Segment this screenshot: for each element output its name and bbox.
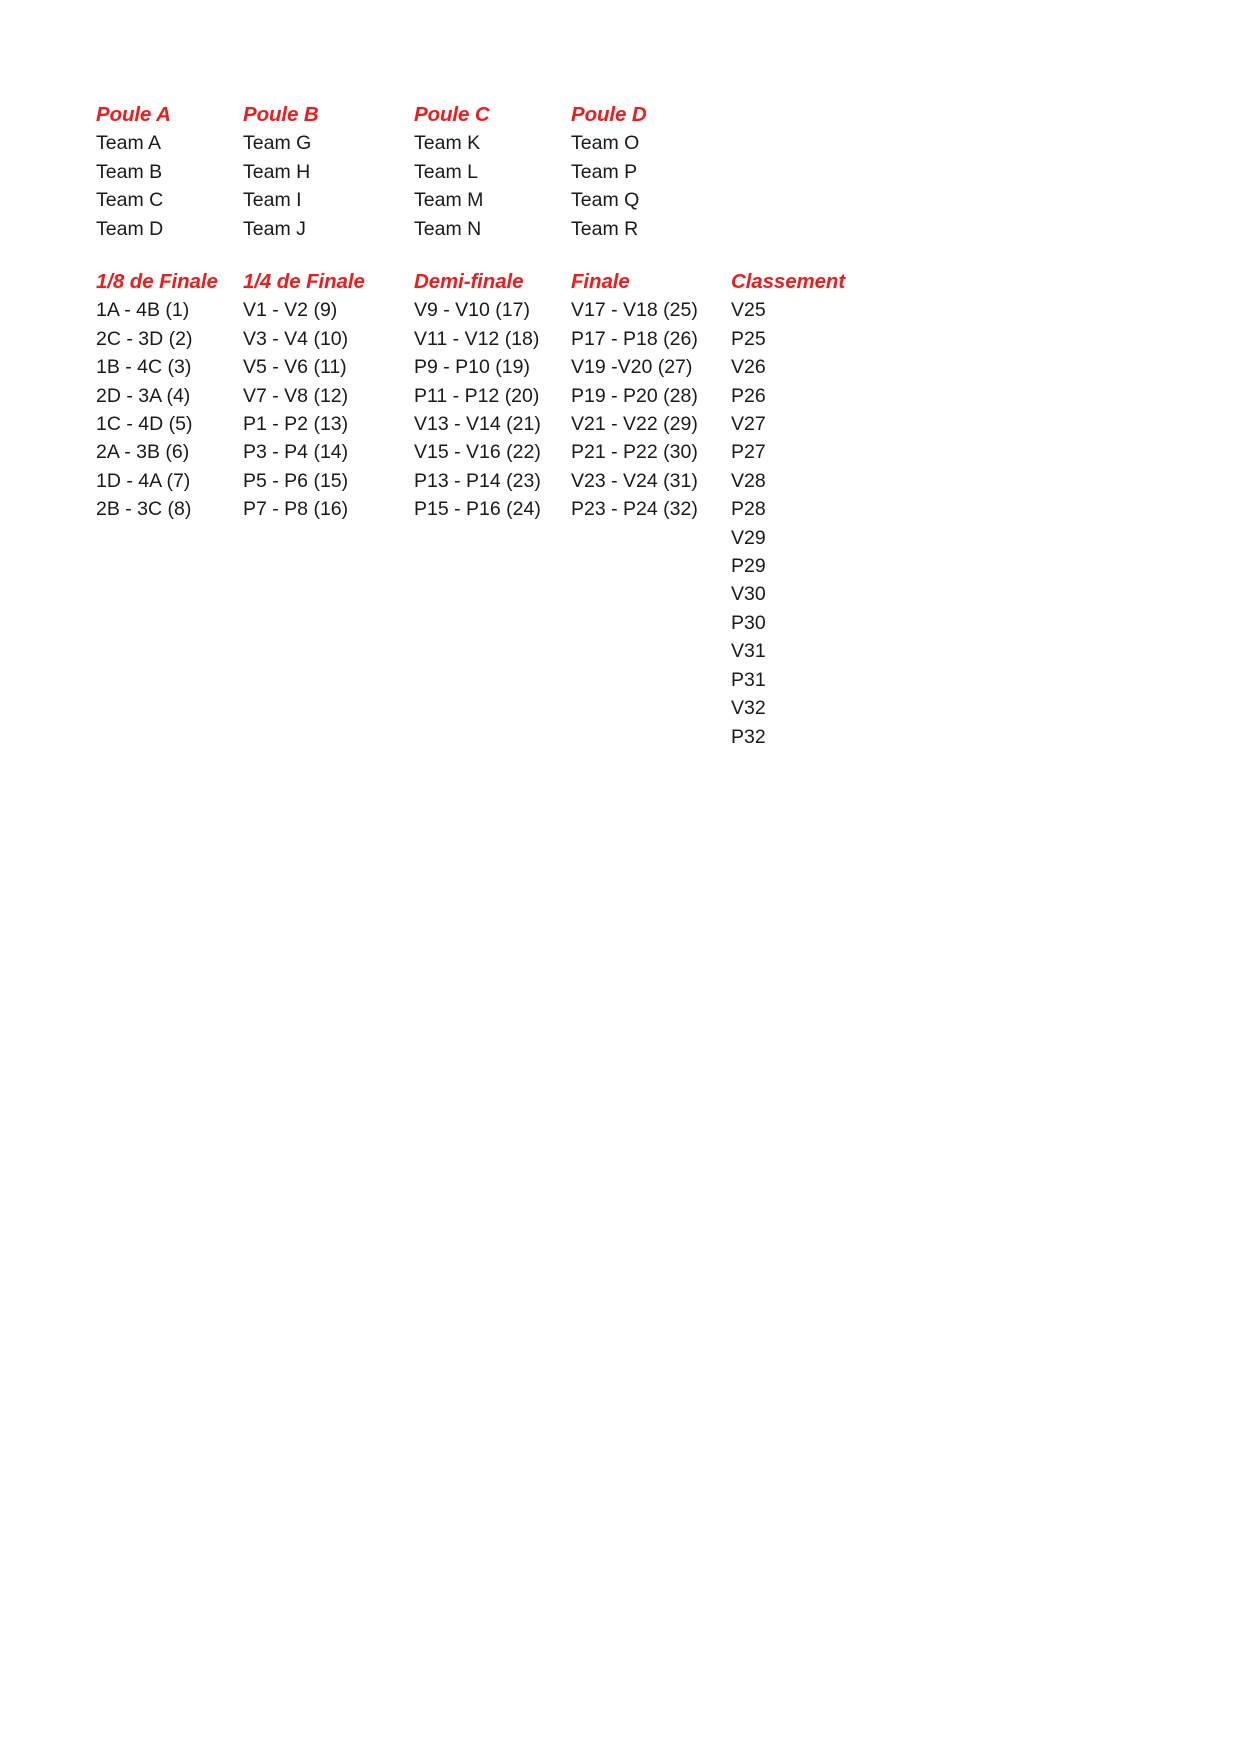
- semi-finals-match: V15 - V16 (22): [414, 441, 541, 464]
- finals-match: P23 - P24 (32): [571, 498, 698, 521]
- quarter-finals-match: V7 - V8 (12): [243, 384, 349, 407]
- classement-entry: V29: [731, 526, 766, 549]
- classement-entry: P32: [731, 725, 766, 748]
- classement-header: Classement: [731, 270, 846, 293]
- classement-entry: V30: [731, 583, 766, 606]
- classement-entry: P27: [731, 441, 766, 464]
- classement-entry: P28: [731, 498, 766, 521]
- round-column-classement: [731, 268, 931, 751]
- classement-entry: P25: [731, 327, 766, 350]
- pool-b-team: Team G: [243, 132, 312, 155]
- semi-finals-match: P11 - P12 (20): [414, 384, 540, 407]
- eighth-finals-match: 1B - 4C (3): [96, 356, 192, 379]
- quarter-finals-match: V3 - V4 (10): [243, 327, 349, 350]
- quarter-finals-match: P5 - P6 (15): [243, 469, 349, 492]
- quarter-finals-match: P1 - P2 (13): [243, 413, 349, 436]
- round-column-finals: [571, 268, 731, 524]
- classement-entry: V26: [731, 356, 766, 379]
- pool-a-team: Team B: [96, 160, 163, 183]
- pool-c-team: Team M: [414, 189, 484, 212]
- round-column-semi-finals: [414, 268, 571, 524]
- pool-b-team: Team I: [243, 189, 302, 212]
- round-column-quarter-finals: [243, 268, 414, 524]
- pool-a-team: Team A: [96, 132, 162, 155]
- pool-c-team: Team K: [414, 132, 481, 155]
- eighth-finals-header: 1/8 de Finale: [96, 270, 218, 293]
- pool-column-b: [243, 101, 414, 243]
- pool-a-team: Team C: [96, 189, 164, 212]
- pools-section: [96, 101, 731, 243]
- pool-b-team: Team H: [243, 160, 311, 183]
- finals-match: P19 - P20 (28): [571, 384, 698, 407]
- semi-finals-match: V11 - V12 (18): [414, 327, 540, 350]
- classement-entry: V27: [731, 413, 766, 436]
- classement-entry: P31: [731, 668, 766, 691]
- semi-finals-match: V13 - V14 (21): [414, 413, 541, 436]
- classement-entry: P26: [731, 384, 766, 407]
- eighth-finals-match: 2D - 3A (4): [96, 384, 191, 407]
- pool-c-header: Poule C: [414, 103, 490, 126]
- semi-finals-match: P13 - P14 (23): [414, 469, 541, 492]
- pool-column-d: [571, 101, 731, 243]
- classement-entry: V28: [731, 469, 766, 492]
- pool-column-c: [414, 101, 571, 243]
- classement-entry: V25: [731, 299, 766, 322]
- finals-match: P21 - P22 (30): [571, 441, 698, 464]
- semi-finals-header: Demi-finale: [414, 270, 524, 293]
- pool-d-team: Team R: [571, 217, 639, 240]
- quarter-finals-header: 1/4 de Finale: [243, 270, 365, 293]
- round-column-eighth-finals: [96, 268, 243, 524]
- classement-entry: P29: [731, 555, 766, 578]
- pool-d-team: Team O: [571, 132, 640, 155]
- eighth-finals-match: 2C - 3D (2): [96, 327, 193, 350]
- finals-match: V19 -V20 (27): [571, 356, 693, 379]
- semi-finals-match: P15 - P16 (24): [414, 498, 541, 521]
- semi-finals-match: V9 - V10 (17): [414, 299, 530, 322]
- finals-match: V21 - V22 (29): [571, 413, 698, 436]
- pool-c-team: Team L: [414, 160, 478, 183]
- quarter-finals-match: V5 - V6 (11): [243, 356, 347, 379]
- quarter-finals-match: P7 - P8 (16): [243, 498, 349, 521]
- pool-d-header: Poule D: [571, 103, 647, 126]
- eighth-finals-match: 2B - 3C (8): [96, 498, 192, 521]
- finals-match: P17 - P18 (26): [571, 327, 698, 350]
- pool-c-team: Team N: [414, 217, 482, 240]
- pool-d-team: Team Q: [571, 189, 640, 212]
- quarter-finals-match: V1 - V2 (9): [243, 299, 338, 322]
- eighth-finals-match: 1D - 4A (7): [96, 469, 191, 492]
- classement-entry: P30: [731, 611, 766, 634]
- pool-b-header: Poule B: [243, 103, 319, 126]
- classement-entry: V32: [731, 697, 766, 720]
- pool-b-team: Team J: [243, 217, 306, 240]
- eighth-finals-match: 1C - 4D (5): [96, 413, 193, 436]
- finals-header: Finale: [571, 270, 630, 293]
- semi-finals-match: P9 - P10 (19): [414, 356, 530, 379]
- rounds-section: [96, 268, 931, 751]
- pool-a-team: Team D: [96, 217, 164, 240]
- finals-match: V17 - V18 (25): [571, 299, 698, 322]
- quarter-finals-match: P3 - P4 (14): [243, 441, 349, 464]
- pool-column-a: [96, 101, 243, 243]
- eighth-finals-match: 2A - 3B (6): [96, 441, 190, 464]
- pool-d-team: Team P: [571, 160, 638, 183]
- classement-entry: V31: [731, 640, 766, 663]
- finals-match: V23 - V24 (31): [571, 469, 698, 492]
- eighth-finals-match: 1A - 4B (1): [96, 299, 190, 322]
- pool-a-header: Poule A: [96, 103, 171, 126]
